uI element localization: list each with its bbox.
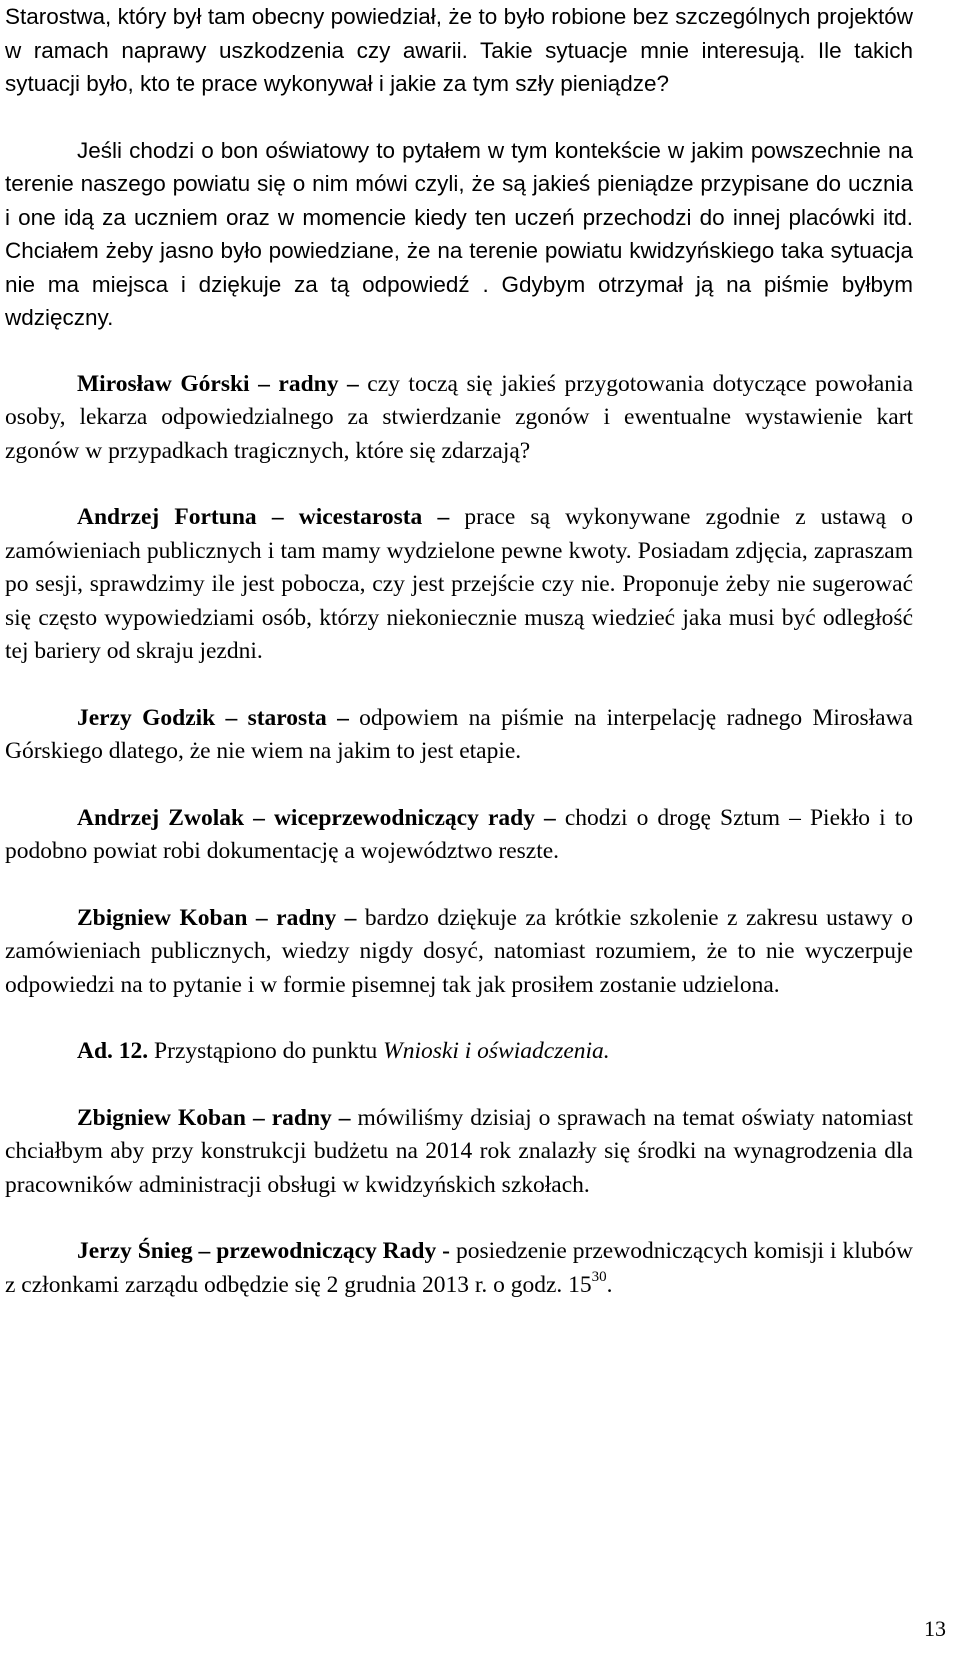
agenda-item-label: Ad. 12. bbox=[77, 1038, 149, 1064]
paragraph-gorski bbox=[5, 368, 913, 469]
paragraph-agenda-item bbox=[5, 1035, 913, 1069]
paragraph-godzik bbox=[5, 702, 913, 769]
paragraph-koban-1 bbox=[5, 902, 913, 1003]
speaker-name: Mirosław Górski – radny – bbox=[77, 370, 359, 397]
paragraph-koban-2 bbox=[5, 1102, 913, 1203]
paragraph-text: odpowiem na piśmie na interpelację radnego Mirosława Górskiego dlatego, że nie wiem na jakim to jest etapie. bbox=[5, 704, 913, 764]
speaker-name: Jerzy Godzik – starosta – bbox=[77, 704, 349, 731]
paragraph-bon-oswiatowy bbox=[5, 134, 913, 335]
agenda-item-title: Wnioski i oświadczenia. bbox=[383, 1038, 610, 1064]
paragraph-text: bardzo dziękuje za krótkie szkolenie z zakresu ustawy o zamówieniach publicznych, wiedzy nigdy dosyć, natomiast rozumiem, że to nie wyczerpuje odpowiedzi na to pytanie i w formie pisemnej tak jak prosiłem zostanie udzielona. bbox=[5, 904, 913, 998]
paragraph-snieg bbox=[5, 1235, 913, 1302]
paragraph-text: czy toczą się jakieś przygotowania dotyczące powołania osoby, lekarza odpowiedzialnego za stwierdzanie zgonów i ewentualne wystawienie kart zgonów w przypadkach tragicznych, które się zdarzają? bbox=[5, 370, 913, 464]
paragraph-text: Starostwa, który był tam obecny powiedział, że to było robione bez szczególnych projektów w ramach naprawy uszkodzenia czy awarii. Takie sytuacje mnie interesują. Ile takich sytuacji było, kto te prace wykonywał i jakie za tym szły pieniądze? bbox=[5, 4, 913, 96]
speaker-name: Andrzej Fortuna – wicestarosta – bbox=[77, 504, 450, 530]
paragraph-continuation bbox=[5, 0, 913, 101]
paragraph-text: chodzi o drogę Sztum – Piekło i to podobno powiat robi dokumentację a województwo reszte. bbox=[5, 804, 913, 864]
page-number: 13 bbox=[924, 1616, 946, 1641]
paragraph-text: posiedzenie przewodniczących komisji i klubów z członkami zarządu odbędzie się 2 grudnia 2013 r. o godz. 15 bbox=[5, 1238, 913, 1298]
paragraph-end: . bbox=[606, 1271, 613, 1298]
document-page bbox=[5, 0, 913, 1302]
paragraph-text: prace są wykonywane zgodnie z ustawą o zamówieniach publicznych i tam mamy wydzielone pewne kwoty. Posiadam zdjęcia, zapraszam po sesji, sprawdzimy ile jest pobocza, czy jest przejście czy nie. Proponuje żeby nie sugerować się często wypowiedziami osób, którzy niekoniecznie muszą wiedzieć jaka musi być odległość tej bariery od skraju jezdni. bbox=[5, 504, 913, 664]
paragraph-text: Przystąpiono do punktu bbox=[148, 1038, 384, 1064]
paragraph-text: mówiliśmy dzisiaj o sprawach na temat oświaty natomiast chciałbym aby przy konstrukcji budżetu na 2014 rok znalazły się środki na wynagrodzenia dla pracowników administracji obsługi w kwidzyńskich szkołach. bbox=[5, 1104, 913, 1198]
speaker-name: Jerzy Śnieg – przewodniczący Rady - bbox=[77, 1238, 450, 1264]
time-minutes: 30 bbox=[591, 1268, 607, 1285]
speaker-name: Zbigniew Koban – radny – bbox=[77, 1104, 351, 1131]
paragraph-text: Jeśli chodzi o bon oświatowy to pytałem w tym kontekście w jakim powszechnie na terenie naszego powiatu się o nim mówi czyli, że są jakieś pieniądze przypisane do ucznia i one idą za uczniem oraz w momencie kiedy ten uczeń przechodzi do innej placówki itd. Chciałem żeby jasno było powiedziane, że na terenie powiatu kwidzyńskiego taka sytuacja nie ma miejsca i dziękuje za tą odpowiedź . Gdybym otrzymał ją na piśmie byłbym wdzięczny. bbox=[5, 137, 913, 330]
paragraph-zwolak bbox=[5, 802, 913, 869]
paragraph-fortuna bbox=[5, 501, 913, 669]
speaker-name: Andrzej Zwolak – wiceprzewodniczący rady – bbox=[77, 804, 556, 831]
speaker-name: Zbigniew Koban – radny – bbox=[77, 904, 357, 931]
